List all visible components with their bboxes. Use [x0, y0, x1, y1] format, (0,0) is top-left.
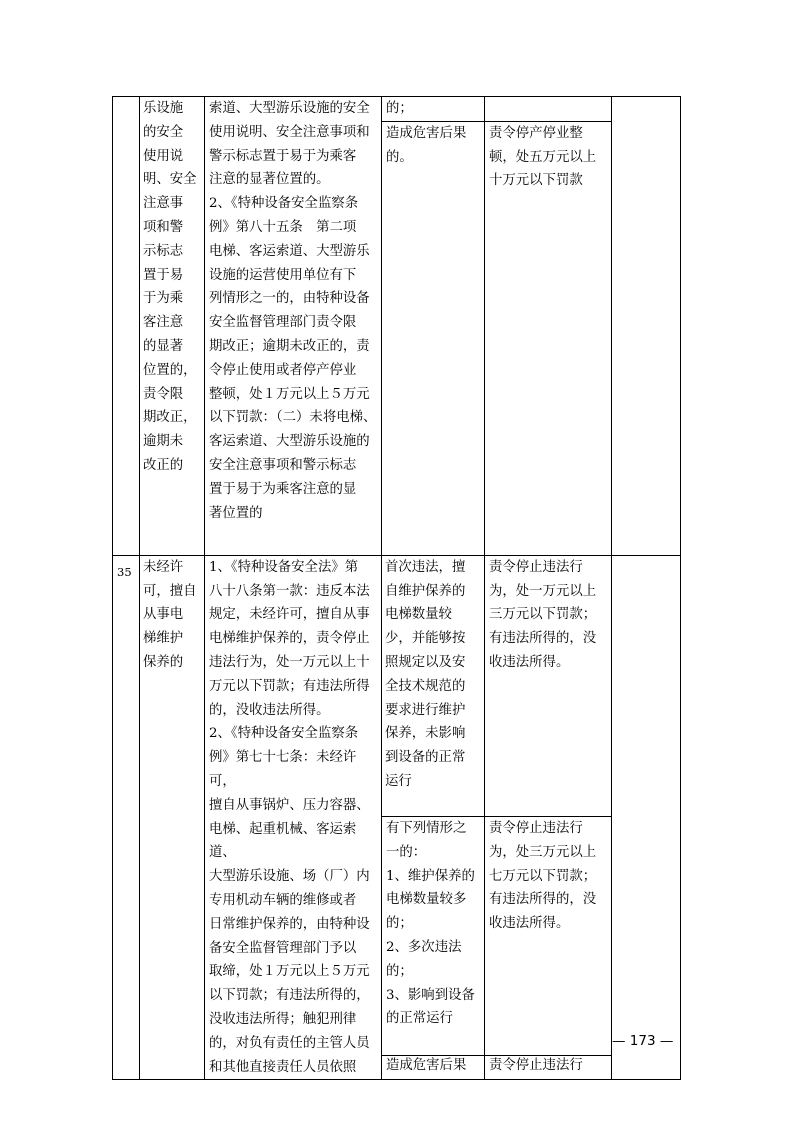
penalty-standard-cell: 责令停止违法行 为，处一万元以上 三万元以下罚款； 有违法所得的，没 收违法所得。	[485, 555, 612, 816]
violation-situation-cell: 首次违法，擅 自维护保养的 电梯数量较 少，并能够按 照规定以及安 全技术规范的 要求进行维护 保养，未影响 到设备的正常 运行	[382, 555, 485, 816]
violation-situation-cell: 造成危害后果	[382, 1056, 485, 1080]
violation-situation-cell: 的；	[382, 97, 485, 122]
penalty-standard-cell	[485, 97, 612, 122]
violation-situation-cell: 造成危害后果 的。	[382, 121, 485, 555]
penalty-standard-cell: 责令停止违法行 为，处三万元以上 七万元以下罚款； 有违法所得的，没 收违法所得。	[485, 816, 612, 1055]
item-number-cell: 35	[113, 555, 140, 1080]
legal-basis-cell: 索道、大型游乐设施的安全 使用说明、安全注意事项和 警示标志置于易于为乘客 注意的显著位置的。 2、《特种设备安全监察条 例》第八十五条 第二项 电梯、客运索道、大型游乐 设施的运营使用单位有下 列情形之一的，由特种设备 安全监督管理部门责令限 期改正；逾期未改正的，责 令停止使用或者停产停业 整顿，处１万元以上５万元 以下罚款：（二）未将电梯、 客运索道、大型游乐设施的 安全注意事项和警示标志 置于易于为乘客注意的显 著位置的	[205, 97, 382, 556]
remarks-cell	[612, 97, 681, 556]
violation-behavior-cell: 未经许 可，擅自 从事电 梯维护 保养的	[140, 555, 205, 1080]
table-row	[113, 97, 681, 122]
penalty-standard-table	[112, 96, 681, 1080]
violation-situation-cell: 有下列情形之 一的： 1、维护保养的 电梯数量较多 的； 2、多次违法 的； 3、影响到设备 的正常运行	[382, 816, 485, 1055]
item-number-cell	[113, 97, 140, 556]
violation-behavior-cell: 乐设施 的安全 使用说 明、安全 注意事 项和警 示标志 置于易 于为乘 客注意 的显著 位置的， 责令限 期改正， 逾期未 改正的	[140, 97, 205, 556]
legal-basis-cell: 1、《特种设备安全法》第 八十八条第一款：违反本法 规定，未经许可，擅自从事 电梯维护保养的，责令停止 违法行为，处一万元以上十 万元以下罚款；有违法所得 的，没收违法所得。 2、《特种设备安全监察条 例》第七十七条：未经许可， 擅自从事锅炉、压力容器、 电梯、起重机械、客运索道、 大型游乐设施、场（厂）内 专用机动车辆的维修或者 日常维护保养的，由特种设 备安全监督管理部门予以 取缔，处１万元以上５万元 以下罚款；有违法所得的， 没收违法所得；触犯刑律 的，对负有责任的主管人员 和其他直接责任人员依照	[205, 555, 382, 1080]
table-row	[113, 555, 681, 816]
page-number: — 173 —	[612, 1033, 674, 1049]
penalty-standard-cell: 责令停止违法行	[485, 1056, 612, 1080]
penalty-standard-cell: 责令停产停业整 顿，处五万元以上 十万元以下罚款	[485, 121, 612, 555]
remarks-cell	[612, 555, 681, 1080]
